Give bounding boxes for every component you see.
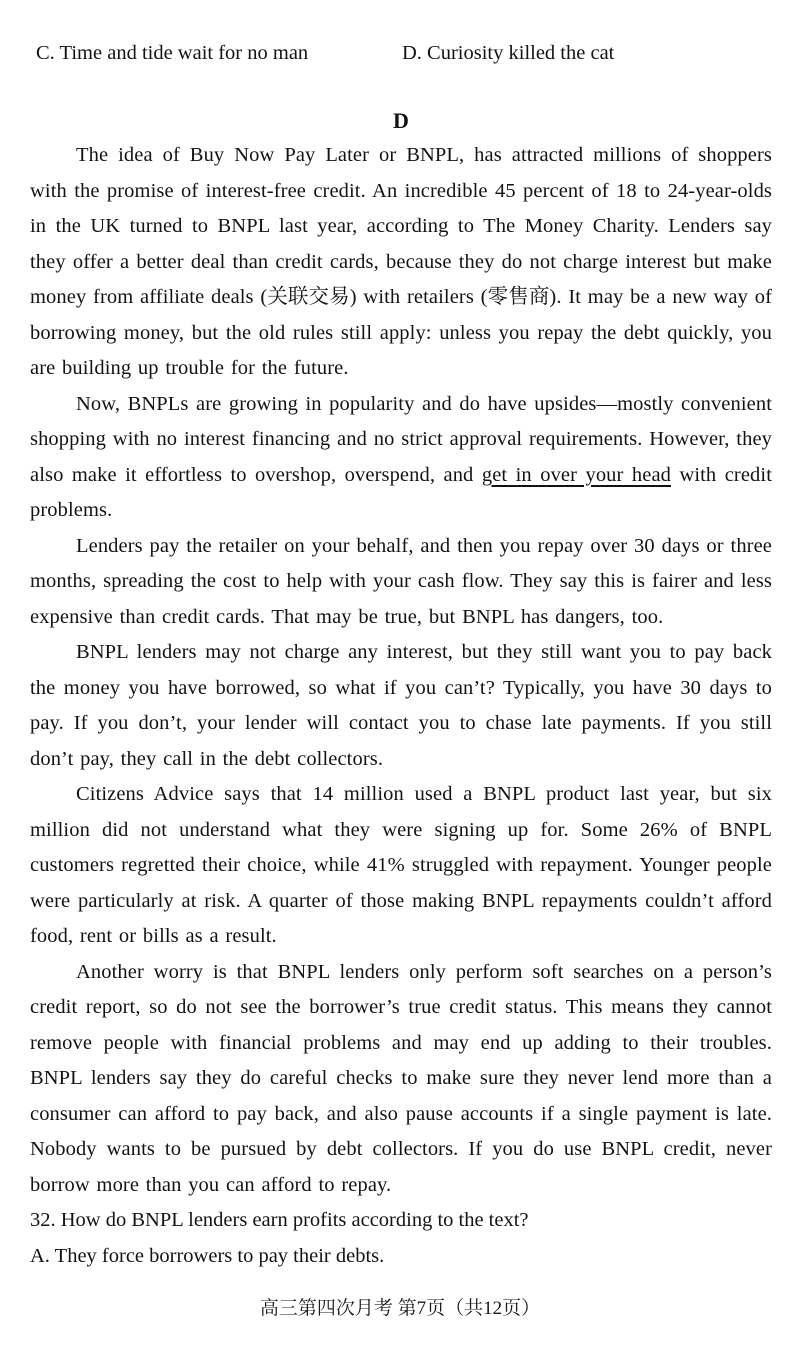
passage-paragraph-1: The idea of Buy Now Pay Later or BNPL, has attracted millions of shoppers with the promise of interest-free credit. An incredible 45 percent of 18 to 24-year-olds in the UK turned to BNPL last year, according to The Money Charity. Lenders say they offer a better deal than credit cards, because they do not charge interest but make money from affiliate deals (关联交易) with retailers (零售商). It may be a new way of borrowing money, but the old rules still apply: unless you repay the debt quickly, you are building up trouble for the future. — [30, 144, 772, 379]
question-32: 32. How do BNPL lenders earn profits according to the text? — [30, 1209, 529, 1231]
underlined-phrase: get in over your head — [481, 463, 671, 486]
answer-options-row — [30, 36, 772, 72]
question-32-option-a: A. They force borrowers to pay their debts. — [30, 1244, 385, 1267]
option-c: C. Time and tide wait for no man — [36, 42, 309, 64]
paragraph-2-text-before: Now, BNPLs are growing in popularity and do have upsides—mostly convenient shopping with no interest financing and no strict approval requirements. However, they also make it effortless to overshop, overspend, and — [30, 392, 772, 486]
passage-paragraph-4: BNPL lenders may not charge any interest, but they still want you to pay back the money you have borrowed, so what if you can’t? Typically, you have 30 days to pay. If you don’t, your lender will contact you to chase late payments. If you still don’t pay, they call in the debt collectors. — [30, 641, 772, 770]
passage-paragraph-5: Citizens Advice says that 14 million used a BNPL product last year, but six million did not understand what they were signing up for. Some 26% of BNPL customers regretted their choice, while 41% struggled with repayment. Younger people were particularly at risk. A quarter of those making BNPL repayments couldn’t afford food, rent or bills as a result. — [30, 783, 772, 947]
page-footer: 高三第四次月考 第7页（共12页） — [259, 1297, 541, 1319]
passage-paragraph-3: Lenders pay the retailer on your behalf, and then you repay over 30 days or three months, spreading the cost to help with your cash flow. They say this is fairer and less expensive than credit cards. That may be true, but BNPL has dangers, too. — [30, 534, 772, 628]
paragraph-2-text-after: with credit problems. — [30, 463, 772, 521]
option-d: D. Curiosity killed the cat — [402, 42, 615, 64]
passage-paragraph-6: Another worry is that BNPL lenders only perform soft searches on a person’s credit report, so do not see the borrower’s true credit status. This means they cannot remove people with financial problems and may end up adding to their troubles. BNPL lenders say they do careful checks to make sure they never lend more than a consumer can afford to pay back, and also pause accounts if a single payment is late. Nobody wants to be pursued by debt collectors. If you do use BNPL credit, never borrow more than you can afford to repay. — [30, 960, 772, 1196]
passage-label: D — [393, 107, 409, 133]
passage-paragraph-2 — [30, 387, 772, 529]
